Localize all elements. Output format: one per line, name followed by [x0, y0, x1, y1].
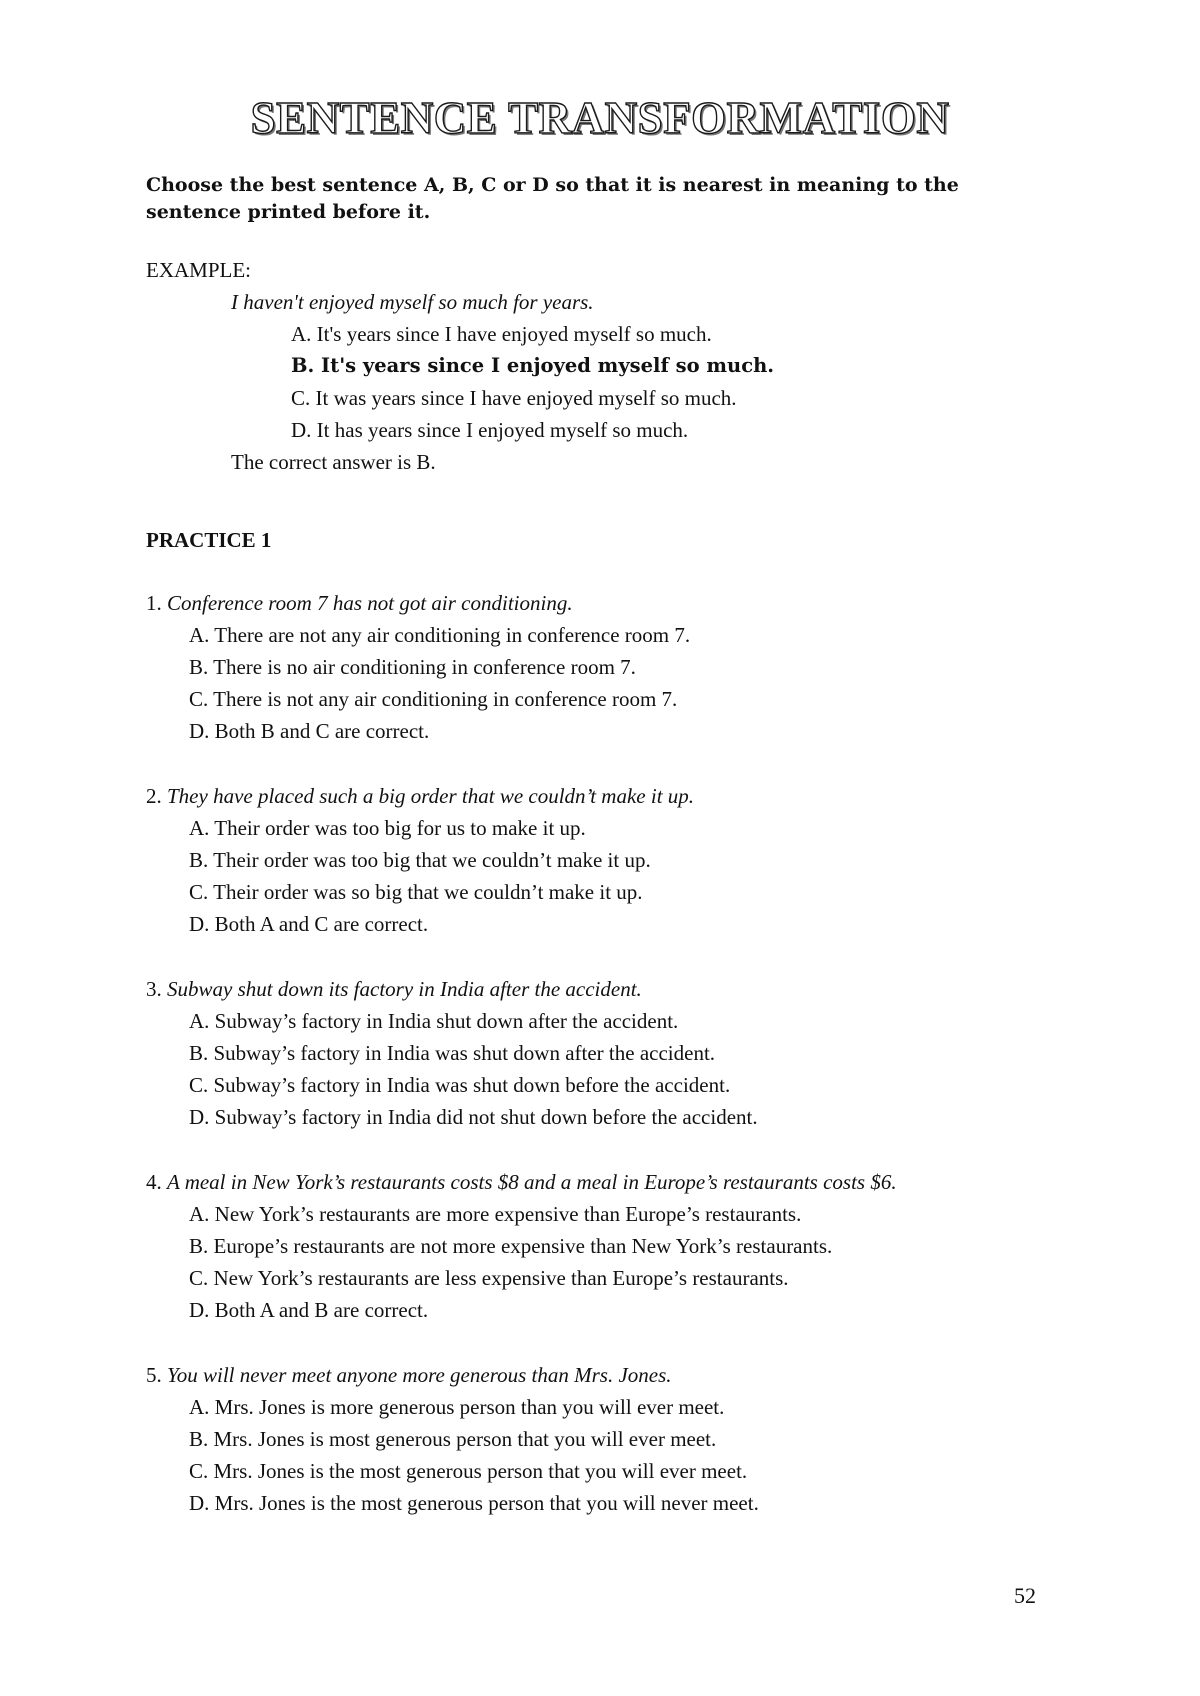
example-label: EXAMPLE:: [146, 258, 251, 282]
question-4-option-a: A. New York’s restaurants are more expensive than Europe’s restaurants.: [189, 1202, 802, 1226]
question-5-option-d: D. Mrs. Jones is the most generous person that you will never meet.: [189, 1491, 759, 1515]
question-text: You will never meet anyone more generous than Mrs. Jones.: [167, 1363, 672, 1387]
question-number: 4.: [146, 1170, 162, 1194]
example-option-a: A. It's years since I have enjoyed myself so much.: [291, 322, 712, 346]
question-5-prompt: [146, 1362, 672, 1388]
question-number: 3.: [146, 977, 162, 1001]
question-5-option-c: C. Mrs. Jones is the most generous person that you will ever meet.: [189, 1459, 748, 1483]
question-4-option-d: D. Both A and B are correct.: [189, 1298, 429, 1322]
question-text: A meal in New York’s restaurants costs $8 and a meal in Europe’s restaurants costs $6.: [167, 1170, 897, 1194]
question-text: Subway shut down its factory in India after the accident.: [167, 977, 642, 1001]
question-3-prompt: [146, 976, 642, 1002]
question-number: 1.: [146, 591, 162, 615]
question-1-option-a: A. There are not any air conditioning in conference room 7.: [189, 623, 691, 647]
page-number: 52: [1014, 1583, 1036, 1608]
question-3-option-a: A. Subway’s factory in India shut down after the accident.: [189, 1009, 679, 1033]
question-2-option-c: C. Their order was so big that we couldn’t make it up.: [189, 880, 643, 904]
question-3-option-d: D. Subway’s factory in India did not shut down before the accident.: [189, 1105, 758, 1129]
question-1-option-b: B. There is no air conditioning in conference room 7.: [189, 655, 636, 679]
question-2-prompt: [146, 783, 694, 809]
question-1-prompt: [146, 590, 573, 616]
question-1-option-d: D. Both B and C are correct.: [189, 719, 430, 743]
instruction-text: Choose the best sentence A, B, C or D so that it is nearest in meaning to the sentence printed before it.: [146, 174, 959, 223]
example-option-b-correct: B. It's years since I enjoyed myself so much.: [291, 354, 775, 377]
practice-heading: PRACTICE 1: [146, 528, 272, 552]
question-1-option-c: C. There is not any air conditioning in conference room 7.: [189, 687, 678, 711]
example-answer: The correct answer is B.: [231, 450, 436, 474]
question-4-prompt: [146, 1169, 897, 1195]
question-text: They have placed such a big order that we couldn’t make it up.: [167, 784, 695, 808]
question-5-option-b: B. Mrs. Jones is most generous person that you will ever meet.: [189, 1427, 717, 1451]
question-2-option-a: A. Their order was too big for us to make it up.: [189, 816, 586, 840]
question-5-option-a: A. Mrs. Jones is more generous person than you will ever meet.: [189, 1395, 725, 1419]
example-option-d: D. It has years since I enjoyed myself so much.: [291, 418, 689, 442]
question-3-option-b: B. Subway’s factory in India was shut down after the accident.: [189, 1041, 716, 1065]
example-option-c: C. It was years since I have enjoyed myself so much.: [291, 386, 737, 410]
question-2-option-b: B. Their order was too big that we couldn’t make it up.: [189, 848, 651, 872]
question-4-option-b: B. Europe’s restaurants are not more expensive than New York’s restaurants.: [189, 1234, 833, 1258]
question-3-option-c: C. Subway’s factory in India was shut down before the accident.: [189, 1073, 731, 1097]
example-prompt: I haven't enjoyed myself so much for years.: [231, 290, 594, 314]
question-2-option-d: D. Both A and C are correct.: [189, 912, 429, 936]
question-number: 2.: [146, 784, 162, 808]
question-4-option-c: C. New York’s restaurants are less expensive than Europe’s restaurants.: [189, 1266, 789, 1290]
page-title: SENTENCE TRANSFORMATION: [250, 93, 950, 143]
question-number: 5.: [146, 1363, 162, 1387]
question-text: Conference room 7 has not got air conditioning.: [167, 591, 573, 615]
